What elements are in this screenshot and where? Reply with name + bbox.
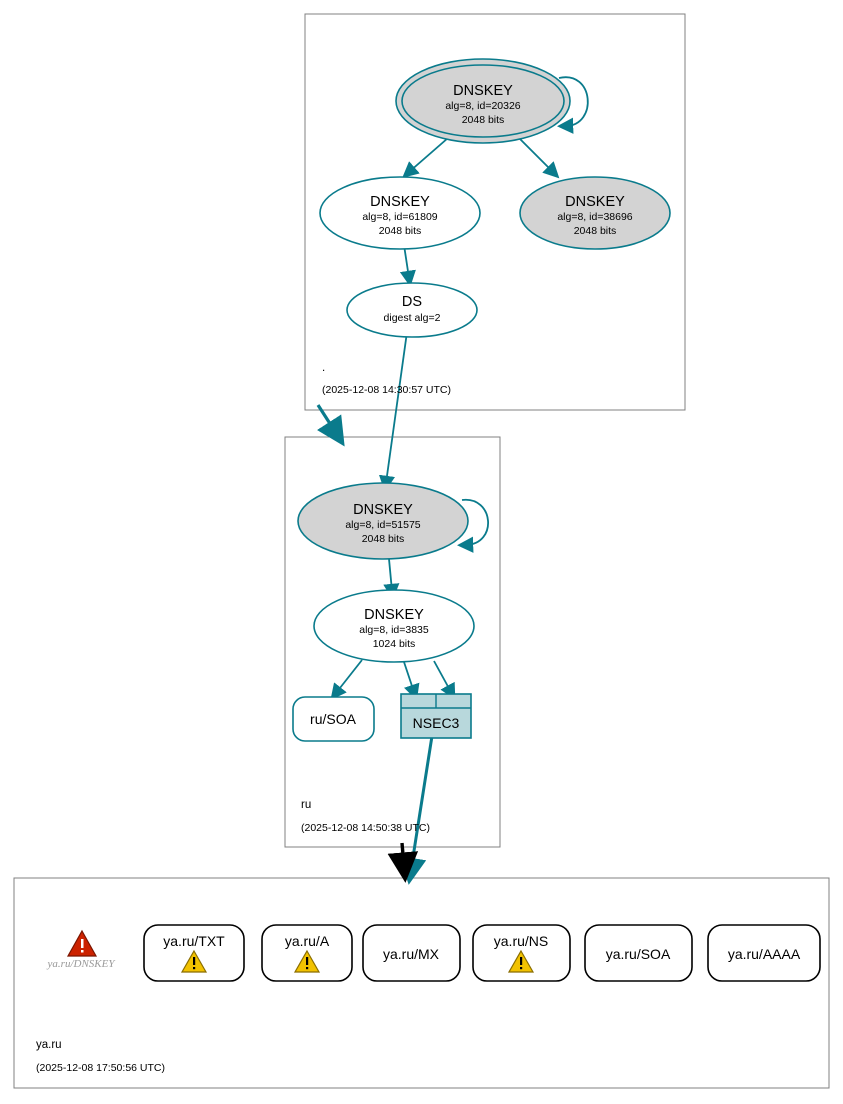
node-root-ds[interactable] — [347, 283, 477, 337]
node-label-ru-soa: ru/SOA — [310, 711, 356, 727]
node-detail1-root-dnskey-38696: alg=8, id=38696 — [557, 211, 633, 223]
node-label-yaru-mx: ya.ru/MX — [382, 946, 440, 962]
node-label-ru-nsec3: NSEC3 — [412, 715, 460, 731]
node-label-root-dnskey-61809: DNSKEY — [370, 194, 430, 210]
node-label-ru-dnskey-3835: DNSKEY — [364, 607, 424, 623]
edge-ru-zsk-to-ru-soa — [336, 660, 362, 693]
edge-ru-ksk-to-ru-zsk — [389, 559, 392, 591]
node-label-yaru-aaaa: ya.ru/AAAA — [727, 946, 801, 962]
edge-ru-zsk-to-nsec3-b — [434, 661, 451, 692]
zone-timestamp-root: (2025-12-08 14:30:57 UTC) — [322, 384, 451, 396]
zone-name-ru: ru — [301, 799, 312, 811]
node-detail1-ru-dnskey-3835: alg=8, id=3835 — [359, 624, 429, 636]
node-label-root-dnskey-38696: DNSKEY — [565, 194, 625, 210]
zone-box-yaru — [14, 878, 829, 1088]
zone-name-yaru: ya.ru — [36, 1039, 62, 1051]
edge-ru-zsk-to-nsec3-a — [404, 662, 414, 692]
edge-zsk61809-to-ds — [404, 245, 409, 278]
node-label-yaru-txt: ya.ru/TXT — [163, 933, 225, 949]
node-label-yaru-soa: ya.ru/SOA — [605, 946, 671, 962]
zone-timestamp-yaru: (2025-12-08 17:50:56 UTC) — [36, 1062, 165, 1074]
edge-ru-zone-to-yaru-zone — [402, 843, 404, 866]
edge-root-zone-to-ru-zone — [318, 405, 336, 433]
node-label-root-ds: DS — [401, 294, 423, 310]
edge-ds-to-ru-dnskey — [386, 332, 407, 483]
node-detail1-root-dnskey-20326: alg=8, id=20326 — [445, 100, 521, 112]
node-detail1-root-ds: digest alg=2 — [383, 312, 441, 324]
node-label-root-dnskey-20326: DNSKEY — [453, 83, 513, 99]
node-detail2-root-dnskey-38696: 2048 bits — [573, 225, 617, 237]
zone-name-root: . — [322, 362, 326, 374]
node-detail1-ru-dnskey-51575: alg=8, id=51575 — [345, 519, 421, 531]
zone-timestamp-ru: (2025-12-08 14:50:38 UTC) — [301, 822, 430, 834]
edge-ksk20326-to-zsk38696 — [519, 138, 553, 172]
node-detail2-ru-dnskey-51575: 2048 bits — [361, 533, 405, 545]
edge-nsec3-to-yaru-zone — [411, 736, 432, 870]
node-label-yaru-dnskey: ya.ru/DNSKEY — [47, 958, 115, 970]
node-label-ru-dnskey-51575: DNSKEY — [353, 502, 413, 518]
node-label-yaru-a: ya.ru/A — [284, 933, 330, 949]
node-detail2-ru-dnskey-3835: 1024 bits — [372, 638, 416, 650]
node-detail2-root-dnskey-61809: 2048 bits — [378, 225, 422, 237]
node-detail2-root-dnskey-20326: 2048 bits — [461, 114, 505, 126]
node-label-yaru-ns: ya.ru/NS — [493, 933, 549, 949]
node-detail1-root-dnskey-61809: alg=8, id=61809 — [362, 211, 438, 223]
edge-ksk20326-to-zsk61809 — [409, 138, 448, 172]
error-icon — [68, 931, 96, 956]
